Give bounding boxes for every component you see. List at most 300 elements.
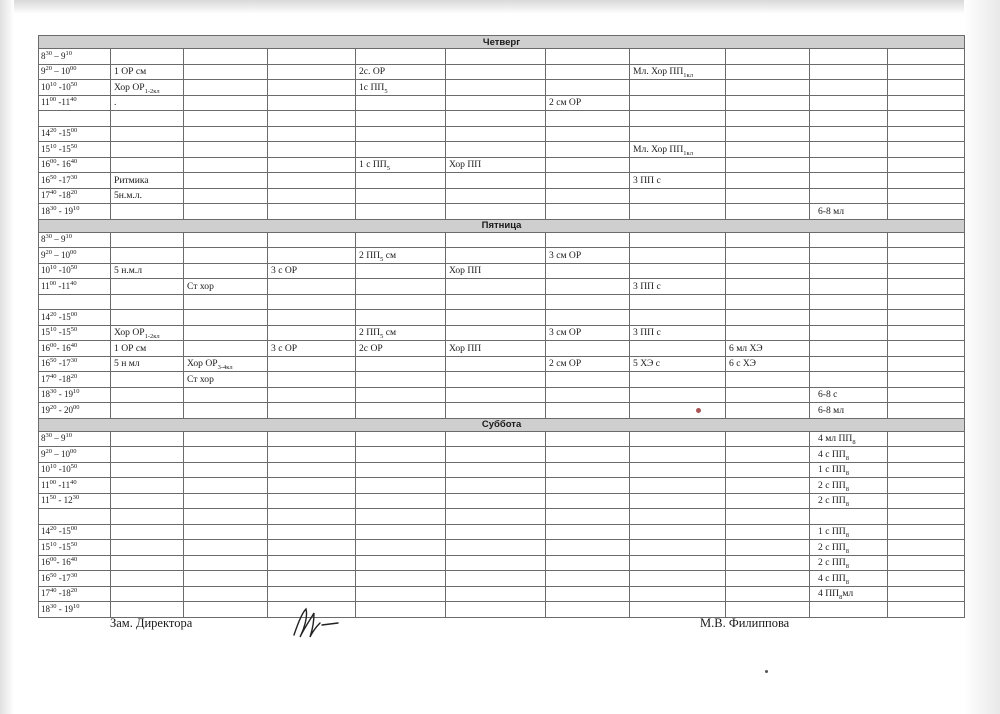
time-slot <box>39 540 111 556</box>
time-slot <box>39 80 111 96</box>
lesson-cell <box>268 341 356 357</box>
lesson-cell <box>268 555 356 571</box>
lesson-cell <box>184 571 268 587</box>
lesson-cell <box>630 279 726 295</box>
lesson-cell <box>726 80 810 96</box>
time-hours: – <box>52 249 61 260</box>
lesson-cell <box>726 64 810 80</box>
lesson-cell <box>546 49 630 65</box>
lesson-cell <box>630 447 726 463</box>
lesson-cell <box>810 173 888 189</box>
lesson-cell <box>356 571 446 587</box>
lesson-cell <box>630 372 726 388</box>
time-minutes: 50 <box>70 80 78 88</box>
lesson-cell <box>546 403 630 419</box>
lesson-cell <box>726 555 810 571</box>
time-minutes: 10 <box>73 602 80 610</box>
lesson-cell <box>111 403 184 419</box>
lesson-cell <box>726 263 810 279</box>
lesson-cell <box>726 447 810 463</box>
lesson-cell <box>888 188 965 204</box>
lesson-cell <box>810 341 888 357</box>
time-minutes: 30 <box>70 357 78 365</box>
lesson-cell <box>184 509 268 525</box>
lesson-text: 3 см ОР <box>549 249 582 261</box>
time-slot <box>39 555 111 571</box>
lesson-text: 1 с $ПП_8$ <box>818 464 849 478</box>
lesson-cell <box>810 325 888 341</box>
lesson-cell <box>268 493 356 509</box>
lesson-cell <box>184 555 268 571</box>
table-row <box>39 571 965 587</box>
lesson-text: 4 $ПП_8мл$ <box>818 588 854 602</box>
time-hours: 17 <box>41 190 50 201</box>
lesson-cell <box>726 356 810 372</box>
time-hours: - <box>56 603 64 614</box>
table-row <box>39 540 965 556</box>
lesson-cell <box>630 49 726 65</box>
time-hours: 16 <box>61 342 71 353</box>
lesson-cell <box>111 204 184 220</box>
lesson-cell <box>546 462 630 478</box>
signer-name: М.В. Филиппова <box>700 616 790 630</box>
lesson-text: 1 с $ПП_8$ <box>818 526 849 540</box>
lesson-cell <box>726 142 810 158</box>
time-slot <box>39 142 111 158</box>
lesson-cell <box>356 586 446 602</box>
lesson-cell <box>888 294 965 310</box>
time-hours: 18 <box>41 205 50 216</box>
lesson-text: 2 с $ПП_8$ <box>818 557 849 571</box>
lesson-cell <box>726 403 810 419</box>
time-hours: - <box>56 479 62 490</box>
time-slot <box>39 248 111 264</box>
lesson-cell <box>268 524 356 540</box>
lesson-cell <box>356 157 446 173</box>
lesson-cell <box>111 325 184 341</box>
lesson-text: 2 $ПП_5$ см <box>359 327 397 341</box>
lesson-text: 5 н мл <box>114 358 140 370</box>
lesson-cell <box>810 586 888 602</box>
lesson-cell <box>111 586 184 602</box>
lesson-cell <box>888 64 965 80</box>
lesson-cell <box>111 571 184 587</box>
time-hours: - <box>56 143 62 154</box>
lesson-cell <box>446 555 546 571</box>
lesson-cell <box>111 356 184 372</box>
lesson-cell <box>184 447 268 463</box>
time-minutes: 10 <box>50 326 57 334</box>
lesson-cell <box>810 462 888 478</box>
lesson-cell <box>630 157 726 173</box>
lesson-cell <box>546 95 630 111</box>
lesson-cell <box>810 555 888 571</box>
lesson-cell <box>630 540 726 556</box>
lesson-cell <box>111 126 184 142</box>
lesson-cell <box>546 387 630 403</box>
lesson-cell <box>630 95 726 111</box>
lesson-cell <box>111 310 184 326</box>
time-hours: 11 <box>61 97 71 108</box>
lesson-cell <box>356 431 446 447</box>
lesson-cell <box>356 80 446 96</box>
time-minutes: 40 <box>70 341 78 349</box>
lesson-cell <box>268 431 356 447</box>
time-hours: - <box>56 464 62 475</box>
lesson-cell <box>111 555 184 571</box>
lesson-cell <box>446 387 546 403</box>
time-minutes: 30 <box>45 233 52 241</box>
time-minutes: 40 <box>50 372 57 380</box>
lesson-cell <box>726 49 810 65</box>
time-minutes: 30 <box>50 388 57 396</box>
lesson-cell <box>888 387 965 403</box>
time-hours: - <box>56 205 64 216</box>
time-hours: 10 <box>61 81 71 92</box>
lesson-cell <box>630 509 726 525</box>
time-hours: 16 <box>41 159 50 170</box>
lesson-cell <box>810 493 888 509</box>
time-slot <box>39 49 111 65</box>
lesson-cell <box>111 157 184 173</box>
time-hours: – <box>52 234 61 245</box>
lesson-cell <box>356 248 446 264</box>
lesson-cell <box>111 232 184 248</box>
lesson-cell <box>446 64 546 80</box>
lesson-cell <box>356 95 446 111</box>
lesson-text: 2с ОР <box>359 342 383 354</box>
lesson-cell <box>810 372 888 388</box>
lesson-cell <box>888 279 965 295</box>
lesson-cell <box>726 341 810 357</box>
lesson-cell <box>356 294 446 310</box>
lesson-cell <box>268 111 356 127</box>
time-slot <box>39 447 111 463</box>
lesson-cell <box>888 447 965 463</box>
lesson-cell <box>888 602 965 618</box>
time-hours: 17 <box>61 174 71 185</box>
table-row <box>39 310 965 326</box>
table-row <box>39 232 965 248</box>
lesson-cell <box>446 279 546 295</box>
time-slot <box>39 173 111 189</box>
lesson-cell <box>810 142 888 158</box>
time-hours: 19 <box>64 389 73 400</box>
lesson-text: 1 с $ПП_5$ <box>359 159 390 173</box>
lesson-cell <box>356 126 446 142</box>
lesson-cell <box>810 49 888 65</box>
time-hours: - <box>56 265 62 276</box>
lesson-cell <box>810 157 888 173</box>
lesson-cell <box>184 279 268 295</box>
lesson-cell <box>888 263 965 279</box>
time-minutes: 50 <box>50 173 57 181</box>
lesson-text: 3 с ОР <box>271 265 298 277</box>
lesson-cell <box>268 64 356 80</box>
lesson-cell <box>446 157 546 173</box>
lesson-cell <box>268 372 356 388</box>
time-slot <box>39 372 111 388</box>
lesson-cell <box>630 142 726 158</box>
time-hours: - <box>56 128 62 139</box>
lesson-cell <box>111 524 184 540</box>
lesson-cell <box>726 325 810 341</box>
lesson-text: 3 см ОР <box>549 327 582 339</box>
lesson-cell <box>446 462 546 478</box>
time-hours: 9 <box>41 249 46 260</box>
lesson-cell <box>446 356 546 372</box>
time-minutes: 30 <box>70 571 78 579</box>
lesson-cell <box>810 232 888 248</box>
time-minutes: 20 <box>50 310 57 318</box>
lesson-text: 5н.м.л. <box>114 190 142 202</box>
lesson-cell <box>810 204 888 220</box>
lesson-cell <box>810 571 888 587</box>
time-hours: 11 <box>41 479 50 490</box>
table-row <box>39 403 965 419</box>
lesson-cell <box>888 524 965 540</box>
time-hours: 19 <box>64 205 73 216</box>
lesson-cell <box>630 126 726 142</box>
lesson-cell <box>184 431 268 447</box>
lesson-cell <box>546 64 630 80</box>
lesson-cell <box>356 540 446 556</box>
day-header-row <box>39 418 965 431</box>
lesson-cell <box>184 356 268 372</box>
lesson-cell <box>810 279 888 295</box>
lesson-cell <box>726 462 810 478</box>
lesson-cell <box>630 356 726 372</box>
time-minutes: 30 <box>72 494 80 502</box>
time-minutes: 00 <box>50 158 57 166</box>
lesson-cell <box>184 232 268 248</box>
lesson-text: Ст хор <box>187 373 214 385</box>
time-slot <box>39 478 111 494</box>
time-hours: 14 <box>41 311 50 322</box>
table-row <box>39 356 965 372</box>
time-minutes: 50 <box>49 494 57 502</box>
lesson-cell <box>446 403 546 419</box>
lesson-text: 4 мл $ПП_8$ <box>818 433 856 447</box>
lesson-cell <box>888 80 965 96</box>
lesson-cell <box>888 95 965 111</box>
time-hours: – <box>52 448 61 459</box>
time-slot <box>39 157 111 173</box>
lesson-cell <box>356 524 446 540</box>
table-row <box>39 49 965 65</box>
time-minutes: 00 <box>49 96 57 104</box>
lesson-cell <box>184 64 268 80</box>
lesson-cell <box>184 524 268 540</box>
time-minutes: 20 <box>70 372 78 380</box>
time-hours: 11 <box>41 280 50 291</box>
time-minutes: 00 <box>70 248 77 256</box>
time-hours: - <box>56 557 62 568</box>
lesson-cell <box>888 372 965 388</box>
time-hours: 12 <box>63 495 73 506</box>
lesson-cell <box>268 142 356 158</box>
time-hours: 17 <box>41 373 50 384</box>
lesson-cell <box>888 248 965 264</box>
time-hours: 15 <box>41 143 50 154</box>
lesson-cell <box>268 49 356 65</box>
lesson-cell <box>630 111 726 127</box>
time-minutes: 50 <box>70 142 78 150</box>
time-slot <box>39 126 111 142</box>
lesson-cell <box>446 325 546 341</box>
lesson-cell <box>268 478 356 494</box>
lesson-cell <box>111 294 184 310</box>
lesson-cell <box>268 248 356 264</box>
lesson-cell <box>810 387 888 403</box>
lesson-cell <box>546 142 630 158</box>
lesson-cell <box>546 555 630 571</box>
lesson-cell <box>446 232 546 248</box>
table-row <box>39 294 965 310</box>
lesson-text: Мл. Хор $ПП_{1кл}$ <box>633 143 693 157</box>
lesson-text: 2 с $ПП_8$ <box>818 541 849 555</box>
lesson-cell <box>356 64 446 80</box>
lesson-cell <box>356 232 446 248</box>
lesson-cell <box>630 188 726 204</box>
lesson-cell <box>446 173 546 189</box>
time-hours: - <box>56 327 62 338</box>
lesson-cell <box>630 341 726 357</box>
lesson-text: . <box>114 97 117 109</box>
lesson-cell <box>726 204 810 220</box>
lesson-cell <box>810 431 888 447</box>
lesson-cell <box>356 204 446 220</box>
lesson-cell <box>446 248 546 264</box>
lesson-cell <box>888 126 965 142</box>
time-slot <box>39 341 111 357</box>
lesson-cell <box>184 173 268 189</box>
lesson-cell <box>184 387 268 403</box>
time-slot <box>39 111 111 127</box>
table-row <box>39 64 965 80</box>
lesson-cell <box>446 372 546 388</box>
lesson-cell <box>356 310 446 326</box>
time-hours: 8 <box>41 234 46 245</box>
time-hours: - <box>56 588 62 599</box>
time-hours: 10 <box>41 81 50 92</box>
time-minutes: 00 <box>70 127 78 135</box>
lesson-cell <box>546 204 630 220</box>
lesson-cell <box>268 586 356 602</box>
lesson-cell <box>888 431 965 447</box>
lesson-cell <box>888 341 965 357</box>
lesson-cell <box>630 462 726 478</box>
lesson-cell <box>446 126 546 142</box>
lesson-cell <box>546 157 630 173</box>
lesson-cell <box>888 509 965 525</box>
time-minutes: 50 <box>50 357 57 365</box>
lesson-cell <box>184 80 268 96</box>
lesson-cell <box>546 80 630 96</box>
lesson-cell <box>810 126 888 142</box>
lesson-cell <box>630 263 726 279</box>
lesson-cell <box>630 493 726 509</box>
time-minutes: 00 <box>49 478 57 486</box>
time-minutes: 00 <box>70 65 77 73</box>
time-minutes: 10 <box>73 388 80 396</box>
lesson-cell <box>888 586 965 602</box>
lesson-cell <box>888 462 965 478</box>
time-slot <box>39 387 111 403</box>
time-hours: - <box>56 190 62 201</box>
lesson-cell <box>546 126 630 142</box>
time-hours: 9 <box>61 50 66 61</box>
time-hours: 18 <box>61 373 71 384</box>
day-header-row <box>39 36 965 49</box>
lesson-cell <box>356 173 446 189</box>
time-minutes: 30 <box>50 204 57 212</box>
lesson-cell <box>111 111 184 127</box>
time-slot <box>39 204 111 220</box>
lesson-cell <box>726 294 810 310</box>
time-minutes: 10 <box>50 463 57 471</box>
time-minutes: 10 <box>73 204 80 212</box>
time-minutes: 40 <box>70 556 78 564</box>
lesson-cell <box>546 478 630 494</box>
lesson-cell <box>446 341 546 357</box>
day-title: Четверг <box>39 36 965 49</box>
time-minutes: 00 <box>70 310 78 318</box>
lesson-cell <box>446 80 546 96</box>
schedule-table <box>38 35 965 618</box>
table-row <box>39 372 965 388</box>
lesson-text: Мл. Хор $ПП_{1кл}$ <box>633 66 693 80</box>
scan-shadow-right <box>964 0 1000 714</box>
time-minutes: 20 <box>50 127 57 135</box>
lesson-cell <box>184 294 268 310</box>
lesson-cell <box>888 173 965 189</box>
table-row <box>39 248 965 264</box>
time-hours: 10 <box>41 265 50 276</box>
lesson-cell <box>546 493 630 509</box>
lesson-cell <box>726 173 810 189</box>
lesson-cell <box>888 111 965 127</box>
lesson-text: 1 ОР см <box>114 342 147 354</box>
lesson-text: 6-8 с <box>818 389 838 401</box>
lesson-cell <box>111 447 184 463</box>
lesson-cell <box>546 263 630 279</box>
lesson-cell <box>726 602 810 618</box>
lesson-cell <box>810 95 888 111</box>
lesson-cell <box>630 602 726 618</box>
lesson-cell <box>446 493 546 509</box>
table-row <box>39 325 965 341</box>
time-hours: 10 <box>61 448 70 459</box>
time-minutes: 20 <box>45 65 52 73</box>
time-slot <box>39 310 111 326</box>
lesson-cell <box>810 248 888 264</box>
lesson-cell <box>446 294 546 310</box>
table-row <box>39 111 965 127</box>
lesson-cell <box>356 142 446 158</box>
lesson-cell <box>184 586 268 602</box>
lesson-cell <box>111 462 184 478</box>
time-slot <box>39 294 111 310</box>
lesson-cell <box>630 294 726 310</box>
lesson-text: Ст хор <box>187 280 214 292</box>
lesson-cell <box>726 188 810 204</box>
lesson-cell <box>546 188 630 204</box>
lesson-cell <box>446 95 546 111</box>
time-slot <box>39 602 111 618</box>
lesson-cell <box>546 571 630 587</box>
table-row <box>39 95 965 111</box>
